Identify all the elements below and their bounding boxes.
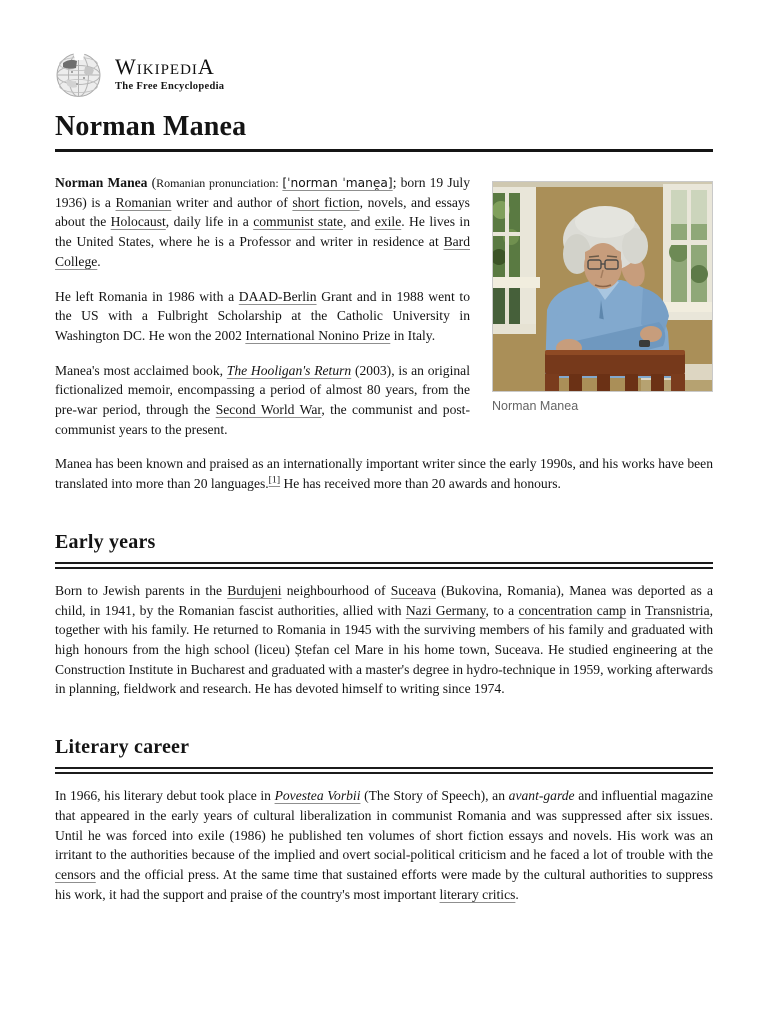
section-divider bbox=[55, 772, 713, 774]
page-title: Norman Manea bbox=[55, 111, 713, 152]
lead-paragraph-4 bbox=[55, 454, 713, 493]
text-run: Born to Jewish parents in the bbox=[55, 582, 228, 598]
text-run: avant-garde bbox=[508, 788, 575, 804]
inline-link[interactable]: censors bbox=[55, 866, 96, 882]
inline-link[interactable]: literary critics bbox=[439, 886, 516, 902]
inline-link[interactable]: Povestea Vorbii bbox=[274, 788, 361, 804]
text-run: , together with his family. He returned to Romania in 1945 with the surviving members of his family and graduated with high honours from the high school (liceu) Ștefan cel Mare in his home town, Suceava. He studied engineering at the Construction Institute in Bucharest and graduated with a master's degree in hydro-technique in 1959, working afterwards in planning, fieldwork and research. He has devoted himself to writing since 1974. bbox=[55, 602, 714, 697]
inline-link[interactable]: exile bbox=[374, 214, 402, 230]
text-run: Romanian pronunciation: bbox=[156, 176, 283, 190]
literary-career-paragraph bbox=[55, 786, 713, 904]
inline-link[interactable]: DAAD-Berlin bbox=[238, 288, 317, 304]
text-run: neighbourhood of bbox=[281, 582, 391, 598]
wikipedia-tagline: The Free Encyclopedia bbox=[115, 81, 225, 92]
inline-link[interactable]: short fiction bbox=[292, 194, 360, 210]
text-run: (Bukovina, Romania), Manea was deported as a child, in 1941, by the Romanian fascist authorities, allied with bbox=[55, 582, 714, 618]
inline-link[interactable]: Suceava bbox=[390, 582, 437, 598]
text-run: , novels, and essays about the bbox=[55, 194, 470, 230]
text-run: Manea's most acclaimed book, bbox=[55, 362, 227, 378]
section-heading-early-years: Early years bbox=[55, 528, 713, 564]
wikipedia-globe-icon bbox=[55, 51, 103, 97]
text-run: in Italy. bbox=[390, 327, 436, 343]
text-run: He left Romania in 1986 with a bbox=[55, 288, 239, 304]
text-run: (The Story of Speech), an bbox=[360, 788, 509, 804]
portrait-image[interactable] bbox=[492, 181, 713, 392]
text-run: (2003), is an original fictionalized memoir, encompassing a period of almost 80 years, from the pre-war period, through the bbox=[55, 362, 470, 418]
text-run: , and bbox=[342, 214, 375, 230]
portrait-figure bbox=[492, 181, 713, 415]
text-run: ( bbox=[147, 175, 157, 190]
inline-link[interactable]: Second World War bbox=[215, 402, 322, 418]
inline-link[interactable]: International Nonino Prize bbox=[245, 327, 391, 343]
text-run: . He lives in the United States, where he is a Professor and writer in residence at bbox=[55, 214, 470, 250]
portrait-caption: Norman Manea bbox=[492, 399, 579, 413]
inline-link[interactable]: Nazi Germany bbox=[405, 602, 486, 618]
text-run: , daily life in a bbox=[165, 214, 254, 230]
inline-link[interactable]: communist state bbox=[253, 214, 343, 230]
text-run: He has received more than 20 awards and honours. bbox=[280, 476, 561, 492]
inline-link[interactable]: [ˈnorman ˈmane̯a] bbox=[282, 176, 393, 190]
section-heading-literary-career: Literary career bbox=[55, 733, 713, 769]
text-run: . bbox=[97, 253, 101, 269]
text-run: Manea has been known and praised as an internationally important writer since the early 1990s, and his works have been translated into more than 20 languages. bbox=[55, 456, 713, 492]
wikipedia-wordmark: WikipediA bbox=[115, 54, 215, 79]
text-run: Grant and in 1988 went to the US with a Fulbright Scholarship at the Catholic University in Washington DC. He won the 2002 bbox=[55, 288, 470, 343]
text-run: writer and author of bbox=[171, 194, 293, 210]
wikipedia-brand bbox=[55, 50, 713, 98]
inline-link[interactable]: Romanian bbox=[115, 194, 172, 210]
inline-link[interactable]: The Hooligan's Return bbox=[226, 362, 352, 378]
inline-link[interactable]: Holocaust bbox=[110, 214, 166, 230]
inline-link[interactable]: Bard College bbox=[55, 234, 470, 269]
text-run: , the communist and post-communist years to the present. bbox=[55, 402, 470, 437]
text-run: . bbox=[515, 886, 519, 902]
text-run: In 1966, his literary debut took place in bbox=[55, 788, 275, 804]
inline-link[interactable]: [1] bbox=[268, 474, 281, 486]
text-run: ; born 19 July 1936) is a bbox=[55, 175, 470, 210]
text-run: and the official press. At the same time that sustained efforts were made by the cultural authorities to suppress his work, it had the support and praise of the country's most important bbox=[55, 866, 713, 902]
article-body bbox=[55, 173, 713, 904]
early-years-paragraph bbox=[55, 581, 713, 699]
text-run: Norman Manea bbox=[55, 175, 148, 190]
text-run: and influential magazine that appeared in the early years of cultural liberalization in communist Romania and was suppressed after six issues. Until he was forced into exile (1986) he published ten volumes of short fiction essays and novels. His work was an irritant to the authorities because of the implied and overt social-political criticism and he faced a lot of trouble with the bbox=[55, 788, 713, 863]
inline-link[interactable]: Burdujeni bbox=[227, 582, 282, 598]
section-divider bbox=[55, 567, 713, 569]
inline-link[interactable]: concentration camp bbox=[518, 602, 627, 618]
text-run: , to a bbox=[485, 602, 519, 618]
text-run: in bbox=[626, 602, 646, 618]
inline-link[interactable]: Transnistria bbox=[645, 602, 710, 618]
